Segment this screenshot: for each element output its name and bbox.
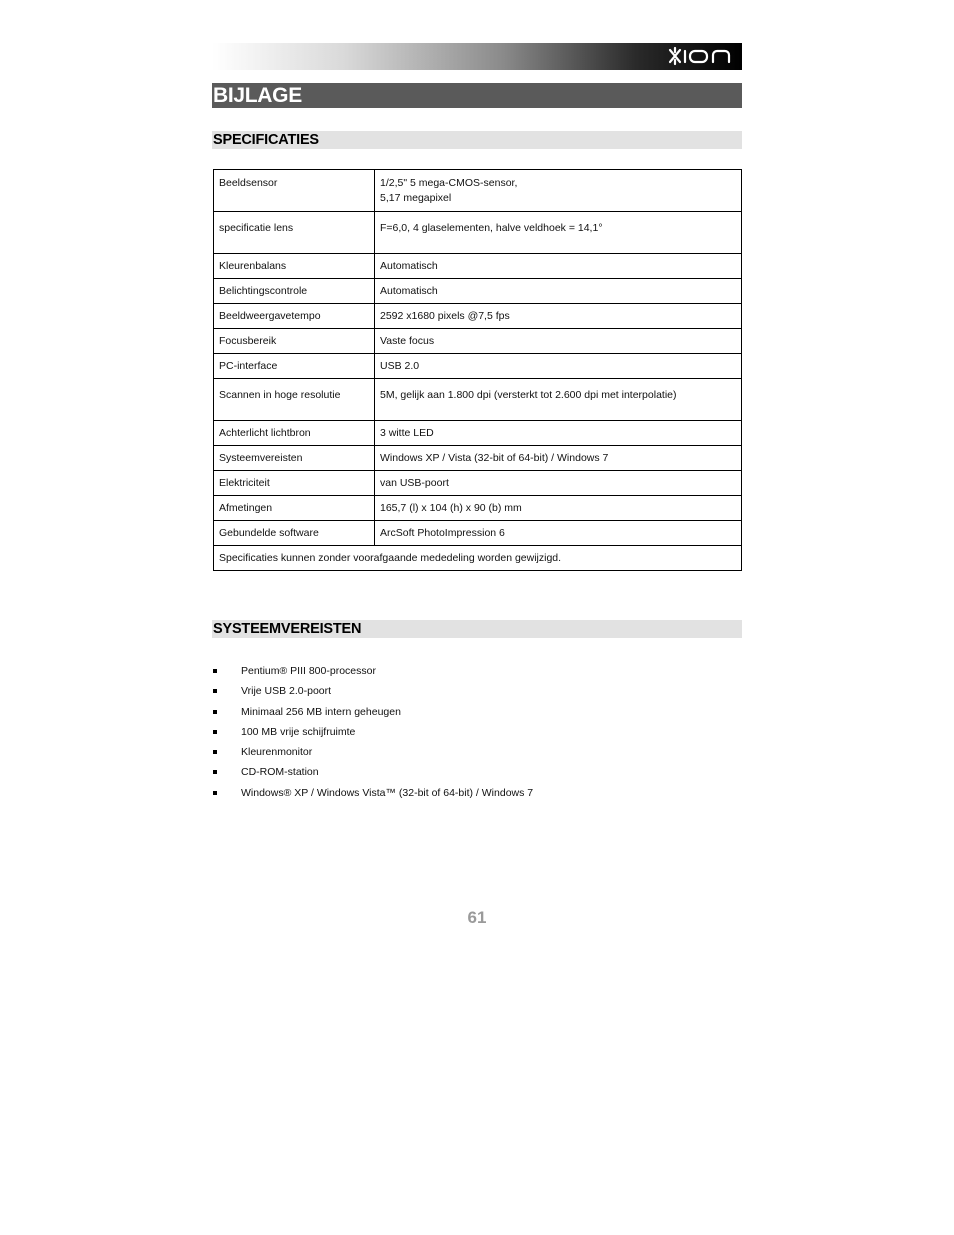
spec-value (375, 354, 742, 379)
spec-key: Kleurenbalans (214, 254, 375, 279)
table-row (214, 354, 742, 379)
spec-value (375, 170, 742, 212)
spec-value (375, 379, 742, 421)
table-footnote-row (214, 546, 742, 571)
spec-value (375, 421, 742, 446)
spec-key: Afmetingen (214, 496, 375, 521)
spec-value-line: 1/2,5" 5 mega-CMOS-sensor, (380, 177, 518, 189)
list-item-text: Minimaal 256 MB intern geheugen (241, 705, 401, 718)
spec-footnote: Specificaties kunnen zonder voorafgaande mededeling worden gewijzigd. (214, 546, 742, 571)
spec-value (375, 521, 742, 546)
table-row (214, 496, 742, 521)
bullet-icon (213, 669, 217, 673)
table-row (214, 254, 742, 279)
specifications-table (213, 169, 742, 571)
spec-value-line: USB 2.0 (380, 360, 420, 372)
bullet-icon (213, 689, 217, 693)
spec-value (375, 279, 742, 304)
spec-value-line: Vaste focus (380, 335, 435, 347)
list-item (213, 762, 533, 782)
table-row (214, 279, 742, 304)
bullet-icon (213, 710, 217, 714)
table-row (214, 304, 742, 329)
bullet-icon (213, 770, 217, 774)
table-row (214, 471, 742, 496)
bullet-icon (213, 791, 217, 795)
page-number: 61 (467, 908, 487, 927)
list-item (213, 702, 533, 722)
table-row (214, 521, 742, 546)
spec-key: Scannen in hoge resolutie (214, 379, 375, 421)
spec-key: Beeldweergavetempo (214, 304, 375, 329)
spec-value-line: 3 witte LED (380, 427, 434, 439)
spec-key: Focusbereik (214, 329, 375, 354)
table-row (214, 379, 742, 421)
spec-value-line: 165,7 (l) x 104 (h) x 90 (b) mm (380, 502, 522, 514)
table-row (214, 329, 742, 354)
list-item-text: Windows® XP / Windows Vista™ (32-bit of 64-bit) / Windows 7 (241, 786, 534, 799)
list-item (213, 742, 533, 762)
spec-key: Achterlicht lichtbron (214, 421, 375, 446)
list-item-text: CD-ROM-station (241, 766, 319, 779)
table-row (214, 170, 742, 212)
spec-value-line: Windows XP / Vista (32-bit of 64-bit) / Windows 7 (380, 452, 609, 464)
bullet-icon (213, 730, 217, 734)
specs-heading: SPECIFICATIES (213, 132, 319, 148)
spec-key: PC-interface (214, 354, 375, 379)
spec-value-line: 5,17 megapixel (380, 192, 452, 204)
list-item (213, 661, 533, 681)
list-item-text: 100 MB vrije schijfruimte (241, 725, 356, 738)
requirements-list (213, 661, 533, 803)
spec-value-line: F=6,0, 4 glaselementen, halve veldhoek = 14,1° (380, 222, 603, 234)
bullet-icon (213, 750, 217, 754)
table-row (214, 446, 742, 471)
table-row (214, 212, 742, 254)
spec-value-line: 5M, gelijk aan 1.800 dpi (versterkt tot 2.600 dpi met interpolatie) (380, 389, 677, 401)
requirements-section-bar (212, 620, 742, 638)
table-row (214, 421, 742, 446)
requirements-heading: SYSTEEMVEREISTEN (213, 621, 362, 637)
spec-value (375, 304, 742, 329)
spec-value-line: 2592 x1680 pixels @7,5 fps (380, 310, 510, 322)
list-item (213, 783, 533, 803)
spec-value (375, 471, 742, 496)
spec-value-line: Automatisch (380, 285, 438, 297)
spec-key: Elektriciteit (214, 471, 375, 496)
spec-value-line: van USB-poort (380, 477, 449, 489)
spec-key: Gebundelde software (214, 521, 375, 546)
header-gradient-bar (212, 43, 742, 70)
spec-key: Systeemvereisten (214, 446, 375, 471)
spec-value (375, 329, 742, 354)
list-item-text: Kleurenmonitor (241, 746, 313, 759)
list-item-text: Pentium® PIII 800-processor (241, 665, 376, 677)
specs-section-bar (212, 131, 742, 149)
spec-key: Belichtingscontrole (214, 279, 375, 304)
page-title-bar (212, 83, 742, 108)
spec-value (375, 446, 742, 471)
spec-value (375, 212, 742, 254)
list-item (213, 722, 533, 742)
spec-value-line: ArcSoft PhotoImpression 6 (380, 527, 505, 539)
ion-logo (666, 45, 738, 68)
page-title: BIJLAGE (213, 84, 302, 107)
spec-key: specificatie lens (214, 212, 375, 254)
spec-value (375, 254, 742, 279)
spec-value-line: Automatisch (380, 260, 438, 272)
list-item (213, 681, 533, 701)
spec-key: Beeldsensor (214, 170, 375, 212)
spec-value (375, 496, 742, 521)
list-item-text: Vrije USB 2.0-poort (241, 685, 332, 698)
